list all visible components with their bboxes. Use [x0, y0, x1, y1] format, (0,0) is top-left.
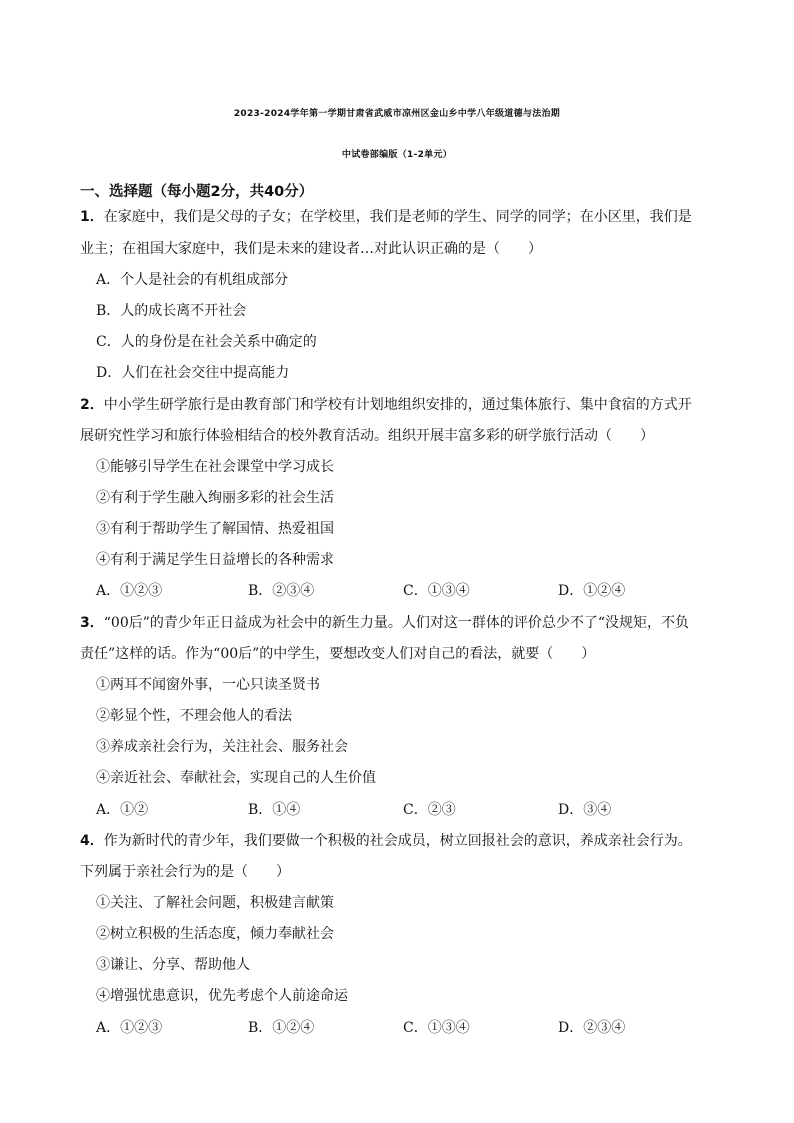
question-2-item-4: ④有利于满足学生日益增长的各种需求 — [96, 552, 334, 568]
question-4-item-3: ③谦让、分享、帮助他人 — [96, 957, 250, 973]
question-1-stem — [80, 206, 692, 226]
question-2-stem-line2: 展研究性学习和旅行体验相结合的校外教育活动。组织开展丰富多彩的研学旅行活动（ ） — [80, 428, 654, 444]
question-4-choice-c: C．①③④ — [403, 1020, 470, 1036]
exam-title-line2: 中试卷部编版（1-2单元） — [341, 150, 453, 160]
question-1-number: 1． — [80, 209, 104, 225]
question-2-choice-c: C．①③④ — [403, 583, 470, 599]
question-4-stem-line2: 下列属于亲社会行为的是（ ） — [80, 864, 290, 880]
question-2-choice-b: B．②③④ — [248, 583, 315, 599]
question-2-item-1: ①能够引导学生在社会课堂中学习成长 — [96, 459, 334, 475]
exam-title-line1: 2023-2024学年第一学期甘肃省武威市凉州区金山乡中学八年级道德与法治期 — [233, 109, 561, 119]
question-4-stem-line1: 作为新时代的青少年，我们要做一个积极的社会成员，树立回报社会的意识，养成亲社会行为。 — [103, 833, 692, 849]
question-3-choice-a: A．①② — [96, 802, 149, 818]
question-2-stem-line1: 中小学生研学旅行是由教育部门和学校有计划地组织安排的，通过集体旅行、集中食宿的方式开 — [103, 397, 692, 413]
question-3-item-2: ②彰显个性，不理会他人的看法 — [96, 708, 292, 724]
question-4-item-2: ②树立积极的生活态度，倾力奉献社会 — [96, 926, 334, 942]
question-3-number: 3． — [80, 615, 104, 631]
question-3-choice-d: D．③④ — [558, 802, 612, 818]
question-4-choice-d: D．②③④ — [558, 1020, 626, 1036]
question-3-choice-b: B．①④ — [248, 802, 301, 818]
section-heading: 一、选择题（每小题2分，共40分） — [80, 184, 314, 200]
question-2-choice-a: A．①②③ — [96, 583, 163, 599]
question-1-stem-line1: 在家庭中，我们是父母的子女；在学校里，我们是老师的学生、同学的同学；在小区里，我们是 — [103, 209, 692, 225]
question-1-option-d: D．人们在社会交往中提高能力 — [96, 365, 290, 381]
question-3-item-3: ③养成亲社会行为，关注社会、服务社会 — [96, 739, 348, 755]
question-3-choice-c: C．②③ — [403, 802, 456, 818]
question-4-choice-a: A．①②③ — [96, 1020, 163, 1036]
question-3-item-1: ①两耳不闻窗外事，一心只读圣贤书 — [96, 677, 320, 693]
question-3-stem — [80, 612, 689, 632]
question-2-item-3: ③有利于帮助学生了解国情、热爱祖国 — [96, 521, 334, 537]
question-1-option-a: A．个人是社会的有机组成部分 — [96, 272, 289, 288]
question-1-stem-line2: 业主；在祖国大家庭中，我们是未来的建设者…对此认识正确的是（ ） — [80, 241, 542, 257]
question-4-choice-b: B．①②④ — [248, 1020, 315, 1036]
question-4-stem — [80, 830, 692, 850]
question-2-choice-d: D．①②④ — [558, 583, 626, 599]
question-1-option-b: B．人的成长离不开社会 — [96, 303, 247, 319]
question-2-number: 2． — [80, 397, 104, 413]
question-4-item-1: ①关注、了解社会问题，积极建言献策 — [96, 895, 334, 911]
question-1-option-c: C．人的身份是在社会关系中确定的 — [96, 334, 317, 350]
question-3-item-4: ④亲近社会、奉献社会，实现自己的人生价值 — [96, 770, 376, 786]
question-4-number: 4． — [80, 833, 104, 849]
question-3-stem-line1: “00后”的青少年正日益成为社会中的新生力量。人们对这一群体的评价总少不了“没规矩，不负 — [103, 615, 690, 631]
question-4-item-4: ④增强忧患意识，优先考虑个人前途命运 — [96, 988, 348, 1004]
question-2-item-2: ②有利于学生融入绚丽多彩的社会生活 — [96, 490, 334, 506]
question-3-stem-line2: 责任”这样的话。作为“00后”的中学生，要想改变人们对自己的看法，就要（ ） — [80, 646, 596, 662]
question-2-stem — [80, 394, 692, 414]
